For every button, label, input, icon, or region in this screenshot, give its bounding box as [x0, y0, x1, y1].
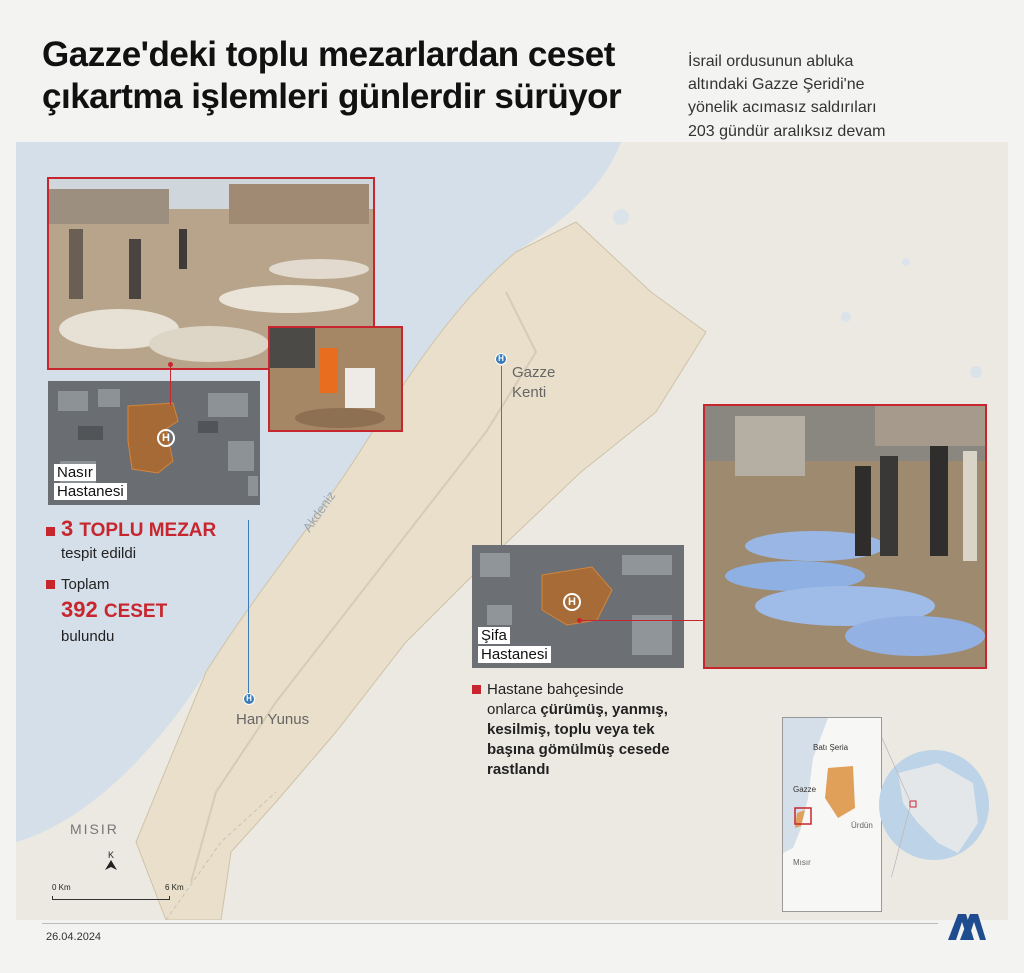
- sifa-note-line-2-plain: onlarca: [487, 701, 541, 718]
- title-line-2: çıkartma işlemleri günlerdir sürüyor: [42, 77, 622, 116]
- mass-graves-value: 3: [61, 516, 74, 541]
- bodies-value: 392: [61, 597, 98, 622]
- sifa-label-line-1: Şifa: [478, 627, 510, 644]
- bodies-text: bulundu: [61, 628, 115, 645]
- sifa-connector: [501, 366, 502, 546]
- akdeniz-label: Akdeniz: [299, 488, 339, 535]
- mass-graves-text: tespit edildi: [61, 545, 137, 562]
- scale-start-label: 0 Km: [52, 883, 71, 892]
- misir-label: MISIR: [70, 821, 119, 837]
- nasir-label-line-2: Hastanesi: [54, 483, 127, 500]
- intro-line: altındaki Gazze Şeridi'ne: [688, 76, 865, 94]
- inset-gazze-label: Gazze: [793, 785, 817, 794]
- title-line-1: Gazze'deki toplu mezarlardan ceset: [42, 35, 615, 74]
- red-bullet: [46, 527, 55, 536]
- red-bullet: [472, 685, 481, 694]
- aa-logo: [944, 906, 988, 942]
- aa-logo-icon: [944, 906, 988, 942]
- north-label: K: [107, 850, 114, 860]
- sifa-note-line-3: kesilmiş, toplu veya tek: [487, 721, 655, 738]
- intro-line: İsrail ordusunun abluka: [688, 53, 854, 70]
- gazze-kenti-label: Gazze Kenti: [512, 364, 556, 401]
- mass-graves-stat: [46, 516, 261, 564]
- sifa-satellite-image: [472, 545, 684, 668]
- sifa-note-line-5: rastlandı: [487, 761, 550, 778]
- sifa-photo-connector: [580, 620, 705, 621]
- sifa-label-line-2: Hastanesi: [478, 646, 551, 663]
- nasir-satellite-image: [48, 381, 260, 505]
- sifa-photo-dot: [577, 618, 582, 623]
- han-yunus-label: Han Yunus: [236, 711, 310, 728]
- north-arrow: [104, 850, 118, 872]
- intro-line: yönelik acımasız saldırıları: [688, 99, 877, 117]
- excavation-photo: [268, 326, 403, 432]
- urdun-label: Ürdün: [851, 821, 873, 830]
- total-label: Toplam: [61, 576, 110, 593]
- footer-divider: [42, 923, 938, 924]
- sifa-note: [472, 680, 712, 780]
- intro-line: 203 gündür aralıksız devam: [688, 122, 886, 140]
- mass-graves-unit: TOPLU MEZAR: [79, 520, 217, 541]
- sifa-note-line-2-bold: çürümüş, yanmış,: [540, 701, 668, 718]
- hospital-icon: H: [157, 429, 175, 447]
- scale-end-label: 6 Km: [165, 883, 184, 892]
- sifa-photo-illustration: [705, 406, 985, 667]
- sifa-bodies-photo: [703, 404, 987, 669]
- bodies-stat: [46, 575, 261, 647]
- globe: [878, 733, 990, 877]
- nasir-photo-connector: [170, 365, 171, 405]
- north-arrow-icon: [104, 860, 118, 870]
- scale-bar: [50, 880, 190, 905]
- nasir-label: [54, 463, 127, 501]
- sifa-label: [478, 626, 551, 664]
- han-yunus-pin: H: [243, 693, 255, 705]
- page-title: [42, 34, 672, 118]
- nasir-label-line-1: Nasır: [54, 464, 96, 481]
- bati-seria-label: Batı Şeria: [813, 743, 849, 752]
- sifa-note-line-1: Hastane bahçesinde: [487, 681, 624, 698]
- hospital-icon: H: [563, 593, 581, 611]
- scale-line: [52, 896, 170, 900]
- excavation-photo-illustration: [270, 328, 401, 430]
- red-bullet: [46, 580, 55, 589]
- locator-map: [782, 717, 882, 912]
- sifa-note-line-4: başına gömülmüş cesede: [487, 741, 670, 758]
- bodies-unit: CESET: [103, 601, 168, 622]
- gazze-kenti-pin: H: [495, 353, 507, 365]
- nasir-photo-dot: [168, 362, 173, 367]
- date-label: 26.04.2024: [46, 931, 102, 943]
- inset-misir-label: Mısır: [793, 858, 811, 867]
